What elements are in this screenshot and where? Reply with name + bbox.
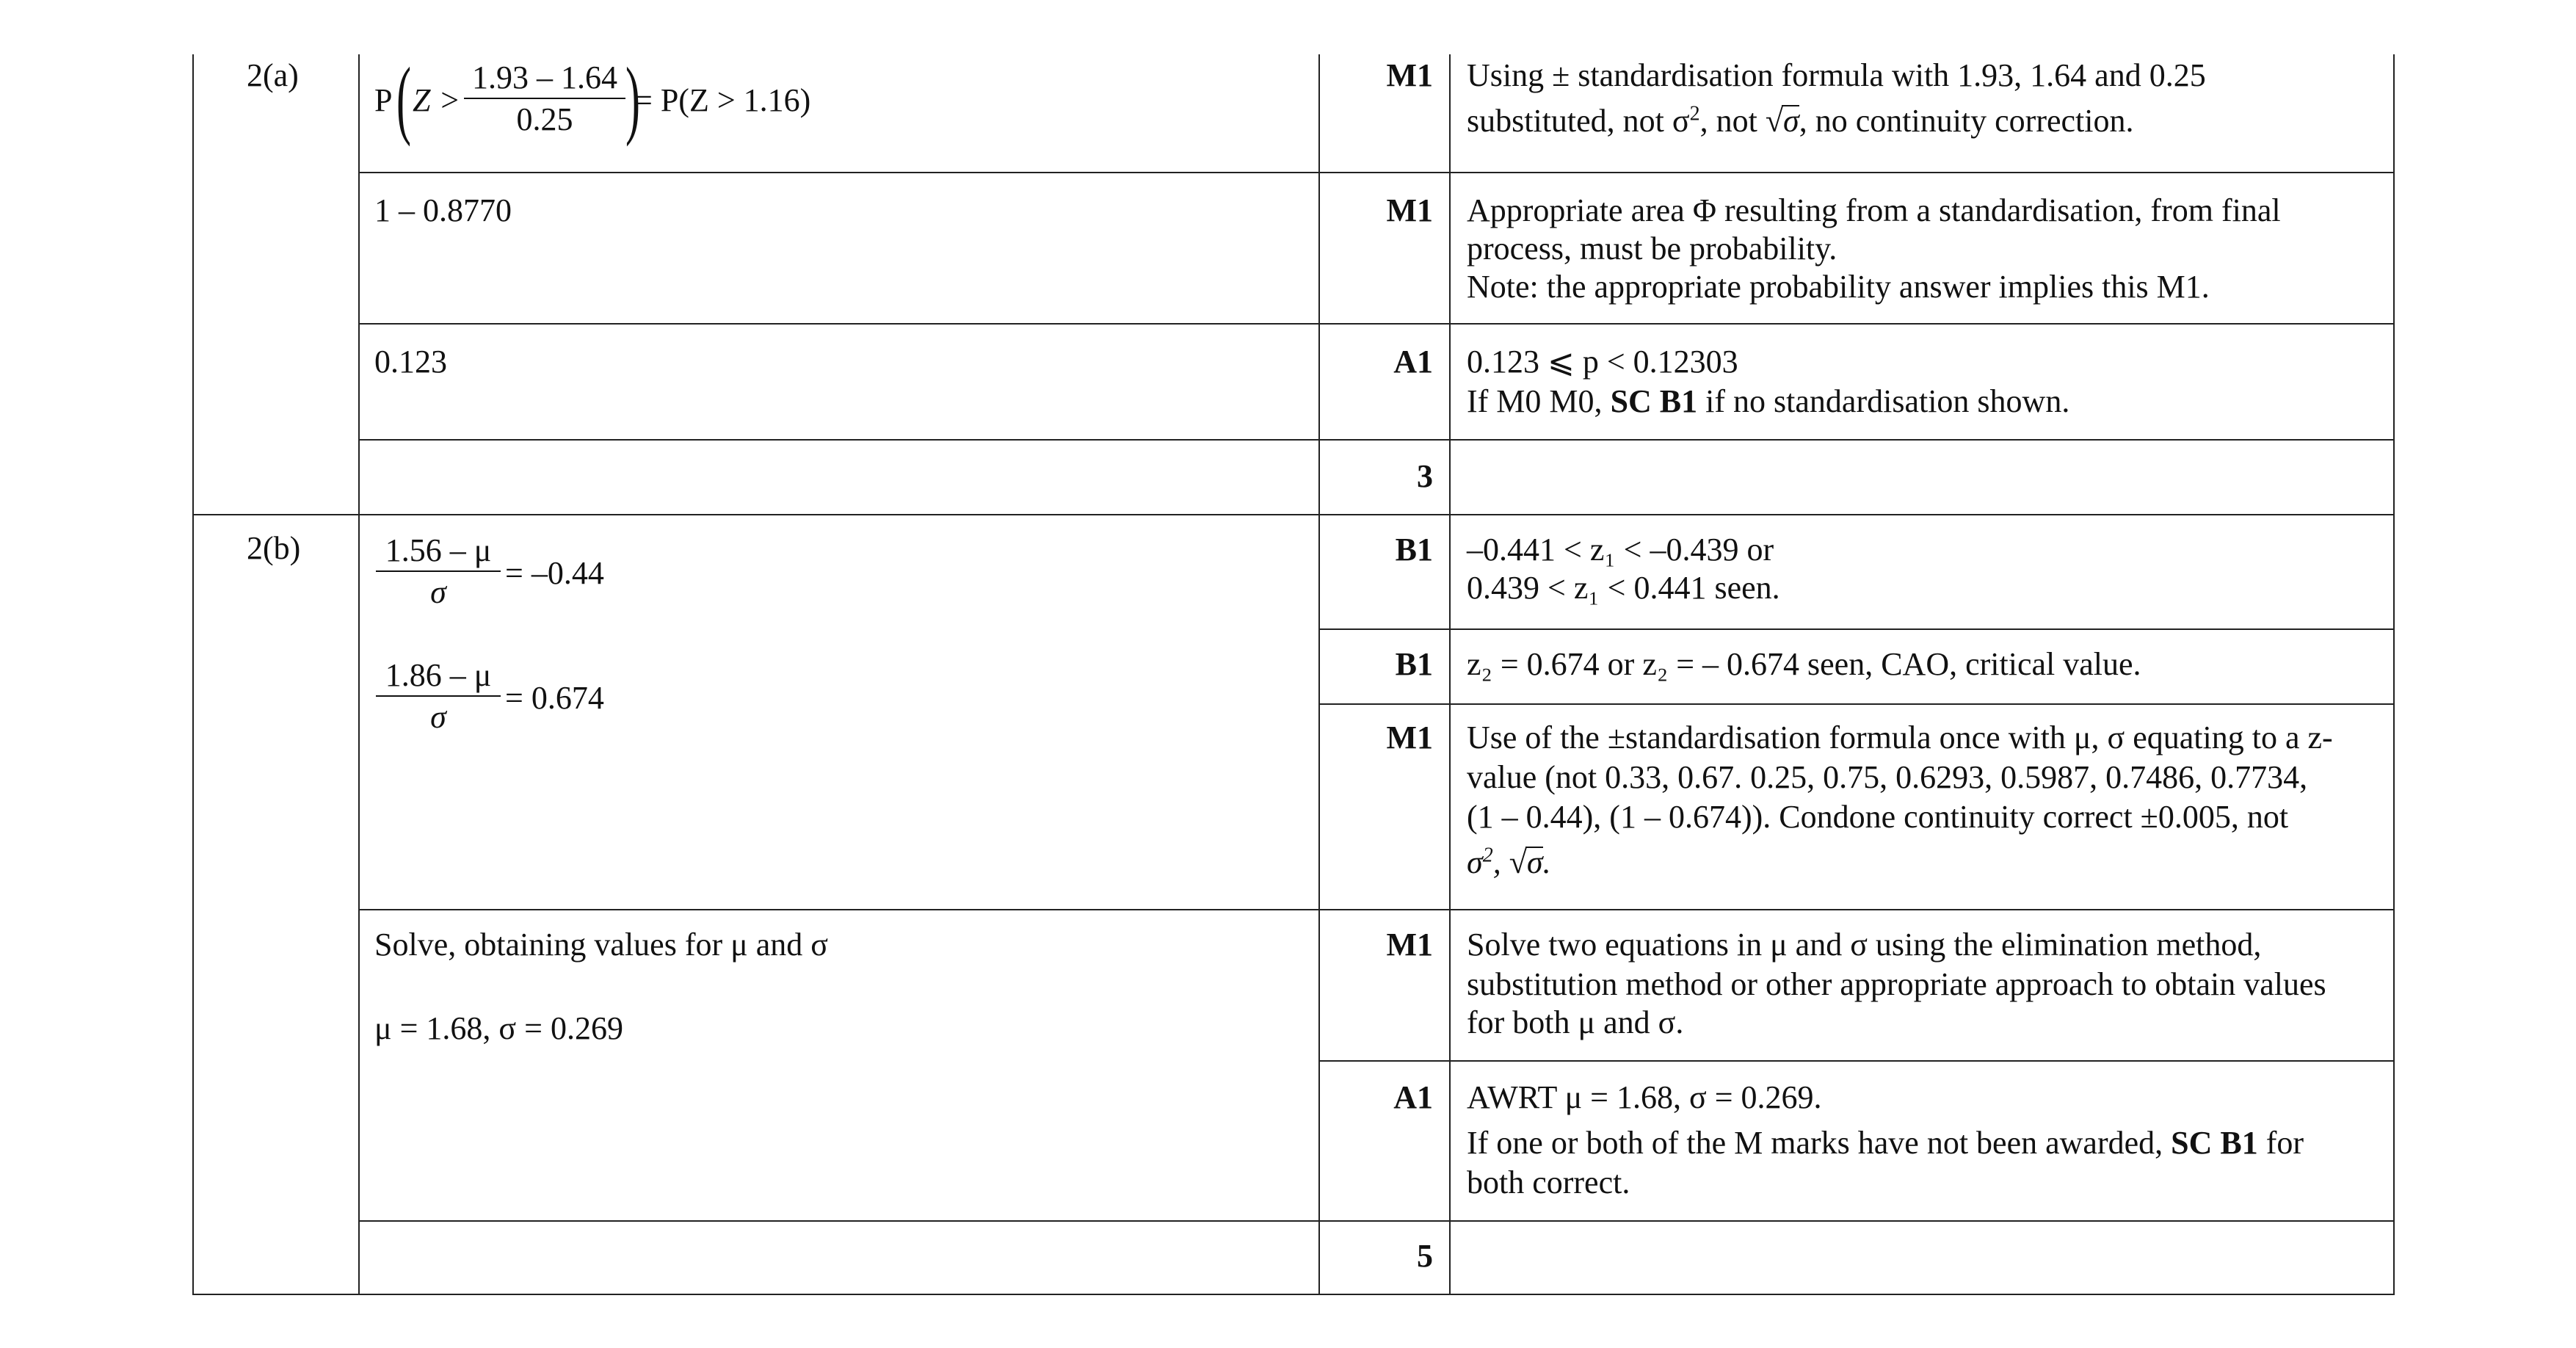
mark-code: M1: [1386, 192, 1433, 228]
guidance-note: z₂ = 0.674 or z₂ = – 0.674 seen, CAO, critical value.: [1467, 646, 2141, 682]
mark-code: B1: [1395, 532, 1433, 568]
working-solution: μ = 1.68, σ = 0.269: [374, 1010, 623, 1046]
total-marks-2a: 3: [1417, 458, 1433, 494]
guidance-note: $\sigma^2$, √σ.: [1467, 844, 1551, 880]
sqrt-sigma: σ: [1526, 844, 1543, 880]
column-divider-working: [358, 54, 360, 1295]
fraction-denominator: σ: [430, 574, 446, 610]
fraction-numerator: 1.93 – 1.64: [472, 59, 617, 95]
table-border-bottom: [192, 1294, 2395, 1295]
mark-code: M1: [1386, 720, 1433, 755]
row-divider: [1318, 628, 2395, 630]
mark-code: A1: [1393, 1079, 1433, 1115]
fraction-denominator: 0.25: [516, 101, 573, 137]
guidance-note: substituted, not $\sigma^2$, not √σ, no continuity correction.: [1467, 102, 2134, 139]
guidance-note: Appropriate area Φ resulting from a standardisation, from final: [1467, 192, 2281, 228]
right-paren: ): [625, 49, 640, 147]
equation-2-rhs: = 0.674: [505, 680, 604, 716]
guidance-note: Using ± standardisation formula with 1.93, 1.64 and 0.25: [1467, 57, 2206, 93]
sqrt-sigma: σ: [1783, 103, 1799, 139]
part-divider: [192, 514, 2395, 515]
standardisation-fraction: [464, 59, 625, 138]
z-greater-than: Z >: [413, 82, 461, 118]
working-value: 0.123: [374, 344, 447, 380]
column-divider-mark: [1318, 54, 1320, 1295]
guidance-note: Solve two equations in μ and σ using the elimination method,: [1467, 927, 2262, 963]
mark-scheme-table: [192, 49, 2395, 1295]
guidance-note: for both μ and σ.: [1467, 1004, 1684, 1040]
equation-1-rhs: = –0.44: [505, 555, 604, 591]
fraction-denominator: σ: [430, 699, 446, 735]
fraction-numerator: 1.56 – μ: [385, 532, 492, 568]
mark-code: A1: [1393, 344, 1433, 380]
column-divider-notes: [1449, 54, 1451, 1295]
guidance-note: substitution method or other appropriate approach to obtain values: [1467, 966, 2326, 1002]
row-divider: [358, 909, 2395, 910]
working-value: 1 – 0.8770: [374, 192, 512, 228]
guidance-note: process, must be probability.: [1467, 231, 1837, 267]
guidance-note: value (not 0.33, 0.67. 0.25, 0.75, 0.6293, 0.5987, 0.7486, 0.7734,: [1467, 759, 2308, 795]
equation-1-fraction: [376, 532, 501, 611]
fraction-bar: [376, 570, 501, 572]
mark-code: M1: [1386, 927, 1433, 963]
table-border-left: [192, 54, 194, 1295]
row-divider: [358, 439, 2395, 441]
mark-code: B1: [1395, 646, 1433, 682]
total-marks-2b: 5: [1417, 1238, 1433, 1274]
fraction-bar: [464, 98, 625, 99]
guidance-note: AWRT μ = 1.68, σ = 0.269.: [1467, 1079, 1822, 1115]
fraction-bar: [376, 695, 501, 697]
row-divider: [358, 172, 2395, 173]
guidance-note: 0.123 ⩽ p < 0.12303: [1467, 344, 1738, 380]
row-divider: [1318, 703, 2395, 705]
question-label-2b: 2(b): [247, 530, 301, 566]
guidance-note: If M0 M0, SC B1 if no standardisation shown.: [1467, 383, 2070, 419]
left-paren: (: [396, 49, 411, 147]
guidance-note: 0.439 < z₁ < 0.441 seen.: [1467, 570, 1780, 606]
row-divider: [1318, 1060, 2395, 1062]
probability-result: = P(Z > 1.16): [634, 82, 811, 118]
working-text: Solve, obtaining values for μ and σ: [374, 927, 828, 963]
guidance-note: If one or both of the M marks have not been awarded, SC B1 for: [1467, 1125, 2304, 1161]
probability-symbol: P: [374, 82, 393, 118]
guidance-note: Use of the ±standardisation formula once with μ, σ equating to a z-: [1467, 720, 2333, 755]
fraction-numerator: 1.86 – μ: [385, 657, 492, 693]
guidance-note: both correct.: [1467, 1164, 1630, 1200]
row-divider: [358, 1220, 2395, 1222]
guidance-note: Note: the appropriate probability answer implies this M1.: [1467, 269, 2210, 305]
table-border-right: [2393, 54, 2395, 1295]
guidance-note: –0.441 < z₁ < –0.439 or: [1467, 532, 1774, 568]
guidance-note: (1 – 0.44), (1 – 0.674)). Condone continuity correct ±0.005, not: [1467, 799, 2289, 835]
equation-2-fraction: [376, 656, 501, 736]
mark-code: M1: [1386, 57, 1433, 93]
row-divider: [358, 323, 2395, 325]
question-label-2a: 2(a): [247, 57, 299, 93]
